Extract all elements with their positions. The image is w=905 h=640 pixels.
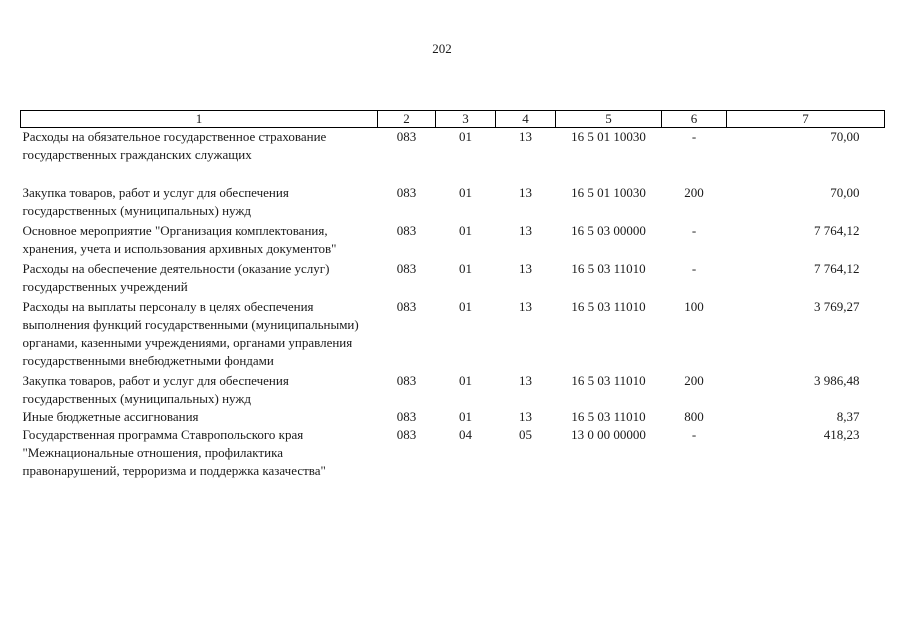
row-ministry-code: 083 bbox=[396, 427, 417, 442]
header-col-4: 4 bbox=[496, 111, 556, 128]
row-target-code: 16 5 03 11010 bbox=[571, 409, 646, 424]
row-name: Закупка товаров, работ и услуг для обеспечения государственных (муниципальных) нужд bbox=[22, 373, 289, 406]
table-row bbox=[21, 184, 885, 222]
row-section-code: 01 bbox=[459, 373, 472, 388]
row-amount: 8,37 bbox=[836, 409, 860, 424]
budget-table bbox=[20, 110, 885, 480]
row-section-code: 01 bbox=[459, 409, 472, 424]
row-ministry-code: 083 bbox=[396, 299, 417, 314]
row-ministry-code: 083 bbox=[396, 409, 417, 424]
row-section-code: 04 bbox=[459, 427, 472, 442]
row-expense-type: - bbox=[691, 129, 697, 144]
row-name: Расходы на обеспечение деятельности (оказание услуг) государственных учреждений bbox=[22, 261, 330, 294]
row-amount: 7 764,12 bbox=[814, 223, 860, 238]
row-expense-type: - bbox=[691, 427, 697, 442]
row-section-code: 01 bbox=[459, 299, 472, 314]
row-subsection-code: 13 bbox=[519, 129, 532, 144]
row-expense-type: - bbox=[691, 223, 697, 238]
row-name: Закупка товаров, работ и услуг для обеспечения государственных (муниципальных) нужд bbox=[22, 185, 289, 218]
row-name: Основное мероприятие "Организация комплектования, хранения, учета и использования архивных документов" bbox=[22, 223, 337, 256]
row-subsection-code: 13 bbox=[519, 299, 532, 314]
row-section-code: 01 bbox=[459, 129, 472, 144]
row-expense-type: 200 bbox=[684, 373, 704, 388]
row-name: Государственная программа Ставропольского края "Межнациональные отношения, профилактика правонарушений, терроризма и поддержка казачества" bbox=[22, 427, 326, 478]
table-row bbox=[21, 372, 885, 408]
header-col-6: 6 bbox=[662, 111, 727, 128]
row-subsection-code: 05 bbox=[519, 427, 532, 442]
row-expense-type: 100 bbox=[684, 299, 704, 314]
row-section-code: 01 bbox=[459, 261, 472, 276]
row-ministry-code: 083 bbox=[396, 373, 417, 388]
row-name: Расходы на обязательное государственное страхование государственных гражданских служащих bbox=[22, 129, 327, 162]
table-row bbox=[21, 298, 885, 372]
row-target-code: 16 5 01 10030 bbox=[571, 185, 646, 200]
row-subsection-code: 13 bbox=[519, 223, 532, 238]
page-number: 202 bbox=[432, 41, 452, 56]
row-ministry-code: 083 bbox=[396, 185, 417, 200]
row-expense-type: 200 bbox=[684, 185, 704, 200]
row-target-code: 16 5 03 11010 bbox=[571, 373, 646, 388]
table-row bbox=[21, 426, 885, 480]
row-section-code: 01 bbox=[459, 223, 472, 238]
row-target-code: 16 5 01 10030 bbox=[571, 129, 646, 144]
table-row bbox=[21, 128, 885, 185]
row-target-code: 16 5 03 11010 bbox=[571, 299, 646, 314]
header-col-7: 7 bbox=[727, 111, 885, 128]
row-amount: 70,00 bbox=[830, 129, 860, 144]
row-target-code: 13 0 00 00000 bbox=[571, 427, 646, 442]
header-col-1: 1 bbox=[21, 111, 378, 128]
table-row bbox=[21, 260, 885, 298]
row-subsection-code: 13 bbox=[519, 373, 532, 388]
header-col-3: 3 bbox=[436, 111, 496, 128]
row-target-code: 16 5 03 00000 bbox=[571, 223, 646, 238]
budget-table-container bbox=[20, 110, 884, 480]
row-name: Иные бюджетные ассигнования bbox=[22, 409, 199, 424]
row-amount: 418,23 bbox=[823, 427, 860, 442]
header-row bbox=[21, 111, 885, 128]
row-expense-type: - bbox=[691, 261, 697, 276]
header-col-5: 5 bbox=[556, 111, 662, 128]
row-ministry-code: 083 bbox=[396, 261, 417, 276]
row-amount: 3 769,27 bbox=[814, 299, 860, 314]
row-amount: 7 764,12 bbox=[814, 261, 860, 276]
row-ministry-code: 083 bbox=[396, 223, 417, 238]
row-amount: 70,00 bbox=[830, 185, 860, 200]
row-subsection-code: 13 bbox=[519, 261, 532, 276]
row-subsection-code: 13 bbox=[519, 185, 532, 200]
row-amount: 3 986,48 bbox=[814, 373, 860, 388]
row-section-code: 01 bbox=[459, 185, 472, 200]
row-target-code: 16 5 03 11010 bbox=[571, 261, 646, 276]
row-ministry-code: 083 bbox=[396, 129, 417, 144]
header-col-2: 2 bbox=[378, 111, 436, 128]
row-name: Расходы на выплаты персоналу в целях обеспечения выполнения функций государственными (муниципальными) органами, казенными учреждениями, органами управления государственными внебюджетными фондами bbox=[22, 299, 359, 368]
table-row bbox=[21, 222, 885, 260]
row-expense-type: 800 bbox=[684, 409, 704, 424]
table-row bbox=[21, 408, 885, 426]
row-subsection-code: 13 bbox=[519, 409, 532, 424]
